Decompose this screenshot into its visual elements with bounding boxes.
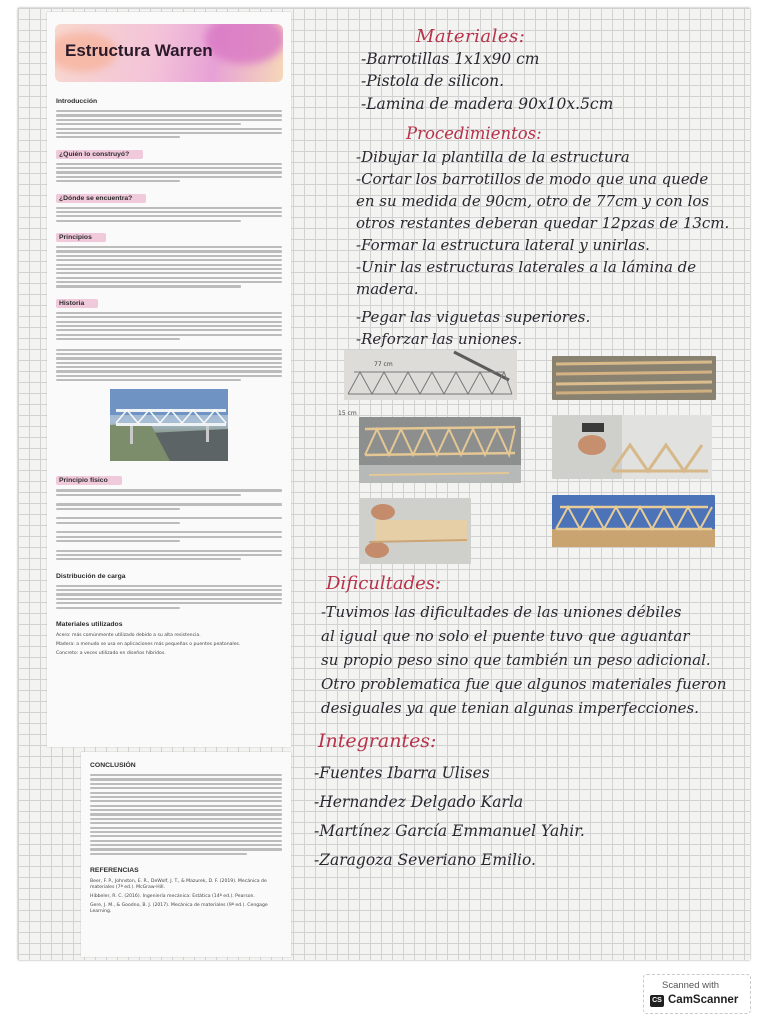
material-item: -Lamina de madera 90x10x.5cm bbox=[361, 95, 614, 113]
section-intro bbox=[47, 88, 291, 138]
truss-template-icon bbox=[344, 350, 517, 400]
photo-truss-template bbox=[344, 350, 517, 400]
section-who bbox=[47, 141, 291, 183]
paragraph-placeholder bbox=[56, 163, 282, 183]
section-heading: Introducción bbox=[56, 98, 98, 105]
photo-gluing-base bbox=[359, 498, 471, 564]
section-heading: Principios bbox=[56, 233, 106, 242]
member-name: -Zaragoza Severiano Emilio. bbox=[314, 851, 536, 869]
poster-board bbox=[18, 8, 750, 960]
section-heading: Distribución de carga bbox=[56, 572, 126, 580]
section-conclusion bbox=[81, 752, 291, 855]
section-heading: Principio físico bbox=[56, 476, 122, 485]
procedure-step: otros restantes deberan quedar 12pzas de 13cm. bbox=[356, 214, 730, 232]
photo-label: 15 cm bbox=[338, 410, 357, 415]
procedure-step: -Dibujar la plantilla de la estructura bbox=[356, 148, 630, 166]
reference-item: Beer, F. P., Johnston, E. R., DeWolf, J. T., & Mazurek, D. F. (2019). Mecánica de materiales (7ª ed.). McGraw-Hill. bbox=[90, 879, 267, 891]
materials-title: Materiales: bbox=[416, 26, 526, 47]
paragraph-placeholder bbox=[56, 110, 282, 138]
procedure-step: -Cortar los barrotillos de modo que una quede bbox=[356, 170, 709, 188]
photo-label-svg bbox=[336, 406, 362, 415]
paragraph-placeholder bbox=[56, 246, 282, 288]
photo-finished-bridge bbox=[552, 495, 715, 547]
member-name: -Martínez García Emmanuel Yahir. bbox=[314, 822, 585, 840]
procedure-step: -Formar la estructura lateral y unirlas. bbox=[356, 236, 650, 254]
photo-label: 77 cm bbox=[374, 361, 393, 368]
material-item: -Pistola de silicon. bbox=[361, 72, 505, 90]
paragraph-placeholder bbox=[56, 585, 282, 609]
difficulty-line: al igual que no solo el puente tuvo que aguantar bbox=[321, 627, 690, 645]
photo-gluing bbox=[552, 415, 712, 479]
member-name: -Hernandez Delgado Karla bbox=[314, 793, 524, 811]
warren-bridge-photo bbox=[110, 389, 228, 461]
section-heading: Materiales utilizados bbox=[56, 620, 123, 628]
procedure-step: -Unir las estructuras laterales a la lámina de bbox=[356, 258, 697, 276]
procedure-title: Procedimientos: bbox=[406, 124, 542, 143]
section-where bbox=[47, 185, 291, 222]
section-heading: CONCLUSIÓN bbox=[90, 762, 136, 769]
section-heading: ¿Dónde se encuentra? bbox=[56, 194, 146, 203]
paragraph-placeholder bbox=[56, 207, 282, 222]
camscanner-watermark bbox=[643, 974, 751, 1014]
section-heading: REFERENCIAS bbox=[90, 867, 139, 875]
reference-item: Hibbeler, R. C. (2016). Ingeniería mecánica: Estática (14ª ed.). Pearson. bbox=[90, 894, 255, 900]
scanned-with-label: Scanned with bbox=[662, 980, 720, 991]
section-heading: Historia bbox=[56, 299, 98, 308]
photo-label-box bbox=[336, 403, 362, 415]
document-title: Estructura Warren bbox=[65, 41, 213, 60]
section-physics bbox=[47, 467, 291, 560]
procedure-step: -Pegar las viguetas superiores. bbox=[356, 308, 591, 326]
paragraph-placeholder bbox=[56, 489, 282, 560]
document-sheet-conclusion bbox=[81, 752, 291, 957]
document-sheet-main bbox=[47, 12, 291, 747]
camscanner-name: CamScanner bbox=[668, 994, 739, 1006]
section-principles bbox=[47, 224, 291, 288]
wooden-sticks-icon bbox=[552, 356, 716, 400]
banner-gradient-blob bbox=[205, 24, 283, 64]
material-note: Acero: más comúnmente utilizado debido a su alta resistencia. bbox=[56, 632, 201, 638]
section-references bbox=[81, 857, 291, 915]
section-load bbox=[47, 563, 291, 609]
reference-item: Gere, J. M., & Goodno, B. J. (2017). Mecánica de materiales (9ª ed.). Cengage Learning. bbox=[90, 903, 268, 915]
procedure-step: -Reforzar las uniones. bbox=[356, 330, 523, 348]
paragraph-placeholder bbox=[56, 312, 282, 382]
photo-lateral-trusses bbox=[359, 417, 521, 483]
camscanner-logo-icon: CS bbox=[650, 995, 664, 1007]
procedure-step: en su medida de 90cm, otro de 77cm y con los bbox=[356, 192, 710, 210]
member-name: -Fuentes Ibarra Ulises bbox=[314, 764, 490, 782]
section-heading: ¿Quién lo construyó? bbox=[56, 150, 143, 159]
section-materials-used bbox=[47, 611, 291, 657]
material-note: Madera: a menudo se usa en aplicaciones más pequeñas o puentes peatonales. bbox=[56, 641, 241, 647]
difficulty-line: desiguales ya que tenian algunas imperfecciones. bbox=[321, 699, 699, 717]
truss-bridge-icon bbox=[110, 389, 228, 461]
lateral-truss-icon bbox=[359, 417, 521, 483]
difficulty-line: -Tuvimos las dificultades de las uniones débiles bbox=[321, 603, 682, 621]
procedure-step: madera. bbox=[356, 280, 419, 298]
members-title: Integrantes: bbox=[318, 730, 437, 752]
finished-bridge-icon bbox=[552, 495, 715, 547]
material-note: Concreto: a veces utilizado en diseños híbridos. bbox=[56, 650, 166, 656]
paragraph-placeholder bbox=[90, 774, 282, 855]
difficulties-title: Dificultades: bbox=[326, 573, 442, 594]
printed-document bbox=[47, 12, 291, 952]
material-item: -Barrotillas 1x1x90 cm bbox=[361, 50, 540, 68]
section-history bbox=[47, 290, 291, 462]
document-header-banner bbox=[55, 24, 283, 82]
photo-sticks bbox=[552, 356, 716, 400]
difficulty-line: Otro problematica fue que algunos materiales fueron bbox=[321, 675, 727, 693]
difficulty-line: su propio peso sino que también un peso adicional. bbox=[321, 651, 711, 669]
gluing-base-icon bbox=[359, 498, 471, 564]
gluing-hands-icon bbox=[552, 415, 712, 479]
